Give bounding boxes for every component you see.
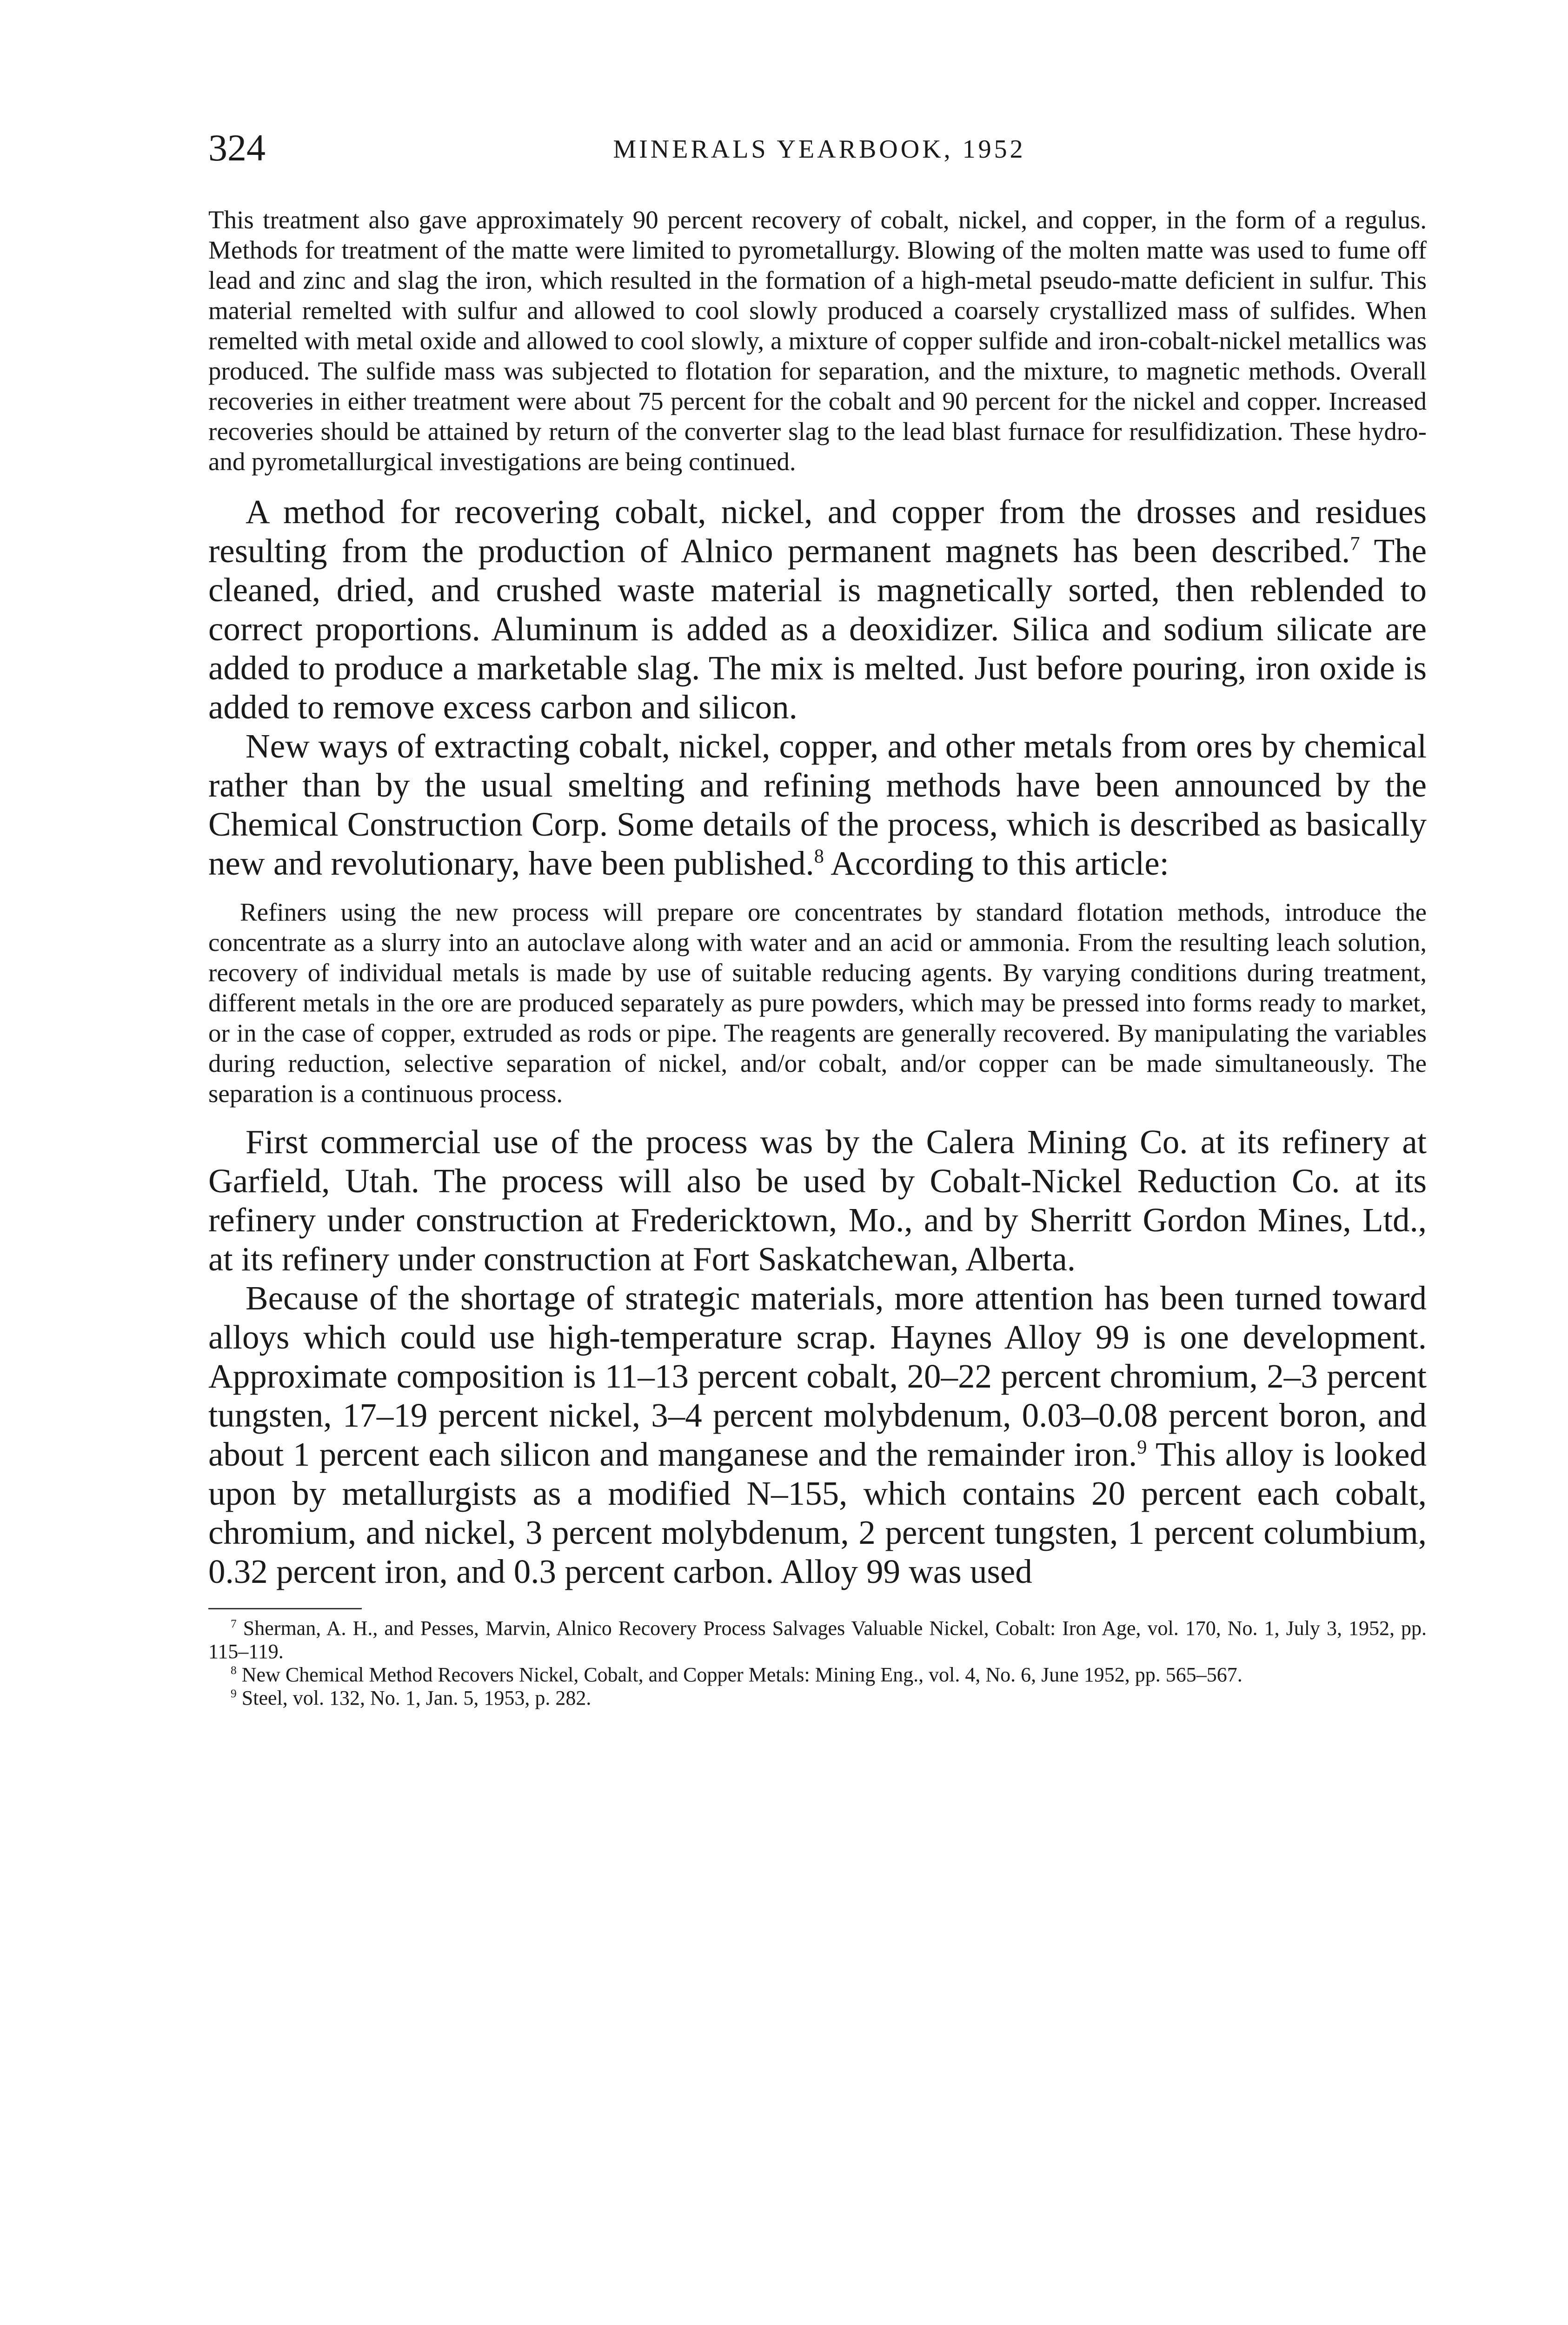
page-header <box>208 125 1430 176</box>
paragraph-text: Because of the shortage of strategic materials, more attention has been turned toward alloys which could use high-temperature scrap. Haynes Alloy 99 is one development. Approximate composition is 11–13 percent cobalt, 20–22 percent chromium, 2–3 percent tungsten, 17–19 percent nickel, 3–4 percent molybdenum, 0.03–0.08 percent boron, and about 1 percent each silicon and manganese and the remainder iron. <box>208 1279 1427 1473</box>
footnote-mark: 7 <box>231 1617 237 1631</box>
page-number: 324 <box>208 126 266 169</box>
paragraph-alnico <box>208 492 1427 727</box>
footnote <box>208 1617 1427 1663</box>
paragraph-treatment: This treatment also gave approximately 90 percent recovery of cobalt, nickel, and copper, in the form of a regulus. Methods for treatment of the matte were limited to pyrometallurgy. Blowing of the molten matte was used to fume off lead and zinc and slag the iron, which resulted in the formation of a high-metal pseudo-matte deficient in sulfur. This material remelted with sulfur and allowed to cool slowly produced a coarsely crystallized mass of sulfides. When remelted with metal oxide and allowed to cool slowly, a mixture of copper sulfide and iron-cobalt-nickel metallics was produced. The sulfide mass was subjected to flotation for separation, and the mixture, to magnetic methods. Overall recoveries in either treatment were about 75 percent for the cobalt and 90 percent for the nickel and copper. Increased recoveries should be attained by return of the converter slag to the lead blast furnace for resulfidization. These hydro- and pyrometallurgical investigations are being continued. <box>208 206 1427 476</box>
page-body <box>208 205 1427 1710</box>
footnote-mark: 9 <box>231 1687 237 1701</box>
footnote-mark: 8 <box>231 1663 237 1677</box>
footnote <box>208 1663 1427 1687</box>
footnote-reference: 9 <box>1137 1436 1147 1458</box>
running-head: MINERALS YEARBOOK, 1952 <box>613 135 1026 164</box>
footnote-reference: 7 <box>1350 532 1360 555</box>
paragraph-text: A method for recovering cobalt, nickel, and copper from the drosses and residues resulting from the production of Alnico permanent magnets has been described. <box>208 493 1427 570</box>
block-quote: Refiners using the new process will prepare ore concentrates by standard flotation methods, introduce the concentrate as a slurry into an autoclave along with water and an acid or ammonia. From the resulting leach solution, recovery of individual metals is made by use of suitable reducing agents. By varying conditions during treatment, different metals in the ore are produced separately as pure powders, which may be pressed into forms ready to market, or in the case of copper, extruded as rods or pipe. The reagents are generally recovered. By manipulating the variables during reduction, selective separation of nickel, and/or cobalt, and/or copper can be made simultaneously. The separation is a continuous process. <box>208 898 1427 1108</box>
footnote-text: Sherman, A. H., and Pesses, Marvin, Alnico Recovery Process Salvages Valuable Nickel, Cobalt: Iron Age, vol. 170, No. 1, July 3, 1952, pp. 115–119. <box>208 1617 1427 1663</box>
paragraph-text: According to this article: <box>824 844 1169 882</box>
footnote <box>208 1687 1427 1710</box>
footnote-reference: 8 <box>814 845 824 867</box>
footnote-text: New Chemical Method Recovers Nickel, Cobalt, and Copper Metals: Mining Eng., vol. 4, No. 6, June 1952, pp. 565–567. <box>236 1663 1242 1686</box>
footnote-divider <box>208 1608 362 1609</box>
paragraph-text: This alloy is looked upon by metallurgists as a modified N–155, which contains 20 percent each cobalt, chromium, and nickel, 3 percent molybdenum, 2 percent tungsten, 1 percent columbium, 0.32 percent iron, and 0.3 percent carbon. Alloy 99 was used <box>208 1435 1427 1590</box>
footnote-text: Steel, vol. 132, No. 1, Jan. 5, 1953, p. 282. <box>236 1687 591 1709</box>
paragraph-commercial-use: First commercial use of the process was by the Calera Mining Co. at its refinery at Garfield, Utah. The process will also be used by Cobalt-Nickel Reduction Co. at its refinery under construction at Fredericktown, Mo., and by Sherritt Gordon Mines, Ltd., at its refinery under construction at Fort Saskatchewan, Alberta. <box>208 1123 1427 1278</box>
paragraph-text: The cleaned, dried, and crushed waste material is magnetically sorted, then reblended to correct proportions. Aluminum is added as a deoxidizer. Silica and sodium silicate are added to produce a marketable slag. The mix is melted. Just before pouring, iron oxide is added to remove excess carbon and silicon. <box>208 532 1427 726</box>
paragraph-new-ways <box>208 727 1427 883</box>
paragraph-alloy-99 <box>208 1279 1427 1591</box>
paragraph-text: New ways of extracting cobalt, nickel, copper, and other metals from ores by chemical rather than by the usual smelting and refining methods have been announced by the Chemical Construction Corp. Some details of the process, which is described as basically new and revolutionary, have been published. <box>208 727 1427 882</box>
